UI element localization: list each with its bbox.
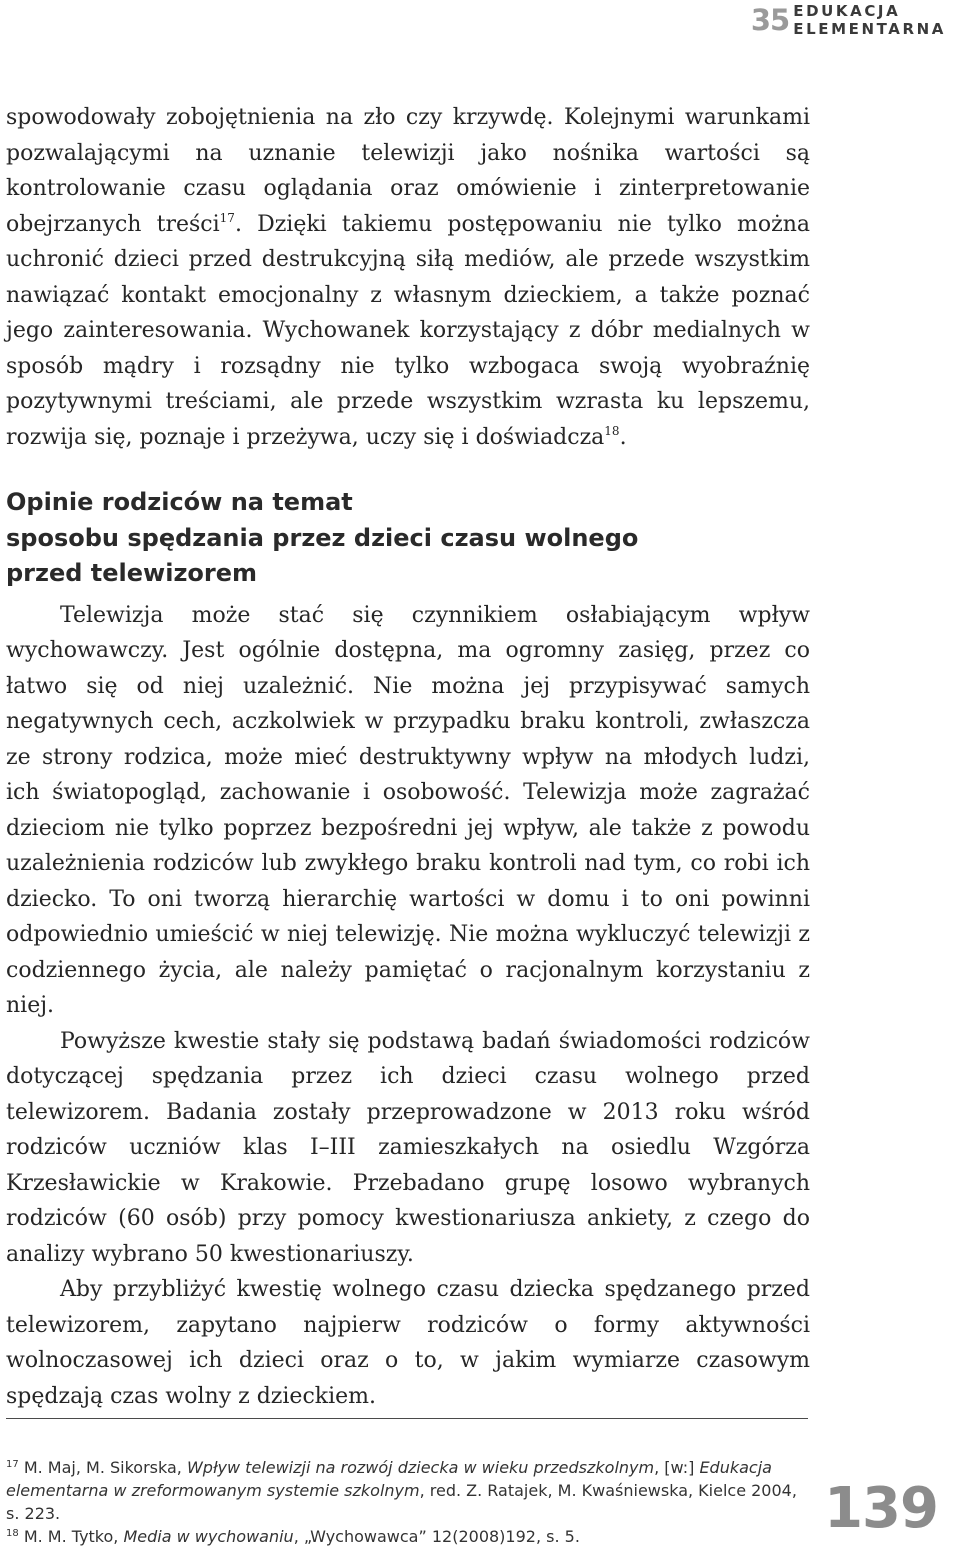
article-body <box>6 100 810 1414</box>
footnote-18-rest: , „Wychowawca” 12(2008)192, s. 5. <box>293 1527 580 1546</box>
issue-number: 35 <box>750 2 790 37</box>
section-paragraph-2: Powyższe kwestie stały się podstawą badań świadomości rodziców dotyczącej spędzania przez ich dzieci czasu wolnego przed telewizorem. Badania zostały przeprowadzone w 2013 roku wśród rodziców uczniów klas I–III zamieszkałych na osiedlu Wzgórza Krzesławickie w Krakowie. Przebadano grupę losowo wybranych rodziców (60 osób) przy pomocy kwestionariusza ankiety, z czego do analizy wybrano 50 kwestionariuszy. <box>6 1028 810 1267</box>
footnote-17-rest: , red. Z. Ratajek, M. Kwaśniewska, Kielce 2004, s. 223. <box>6 1481 797 1523</box>
footnote-17-number: 17 <box>6 1459 19 1470</box>
section-heading-line-1: Opinie rodziców na temat <box>6 488 353 516</box>
footnote-17-middle: , [w:] <box>654 1458 700 1477</box>
footnote-17-title: Wpływ telewizji na rozwój dziecka w wieku przedszkolnym <box>186 1458 655 1477</box>
footnote-18 <box>6 1525 808 1548</box>
footnote-17-book: Edukacja elementarna w zreformowanym systemie szkolnym <box>6 1458 772 1500</box>
footnote-17 <box>6 1456 808 1525</box>
running-header <box>751 2 946 38</box>
footnote-separator <box>6 1418 808 1419</box>
page-number: 139 <box>824 1476 938 1541</box>
section-heading <box>6 485 810 592</box>
intro-paragraph <box>6 100 810 455</box>
section-heading-line-2: sposobu spędzania przez dzieci czasu wolnego <box>6 523 639 552</box>
section-paragraph-1: Telewizja może stać się czynnikiem osłabiającym wpływ wychowawczy. Jest ogólnie dostępna, ma ogromny zasięg, przez co łatwo się od niej uzależnić. Nie można jej przypisywać samych negatywnych cech, aczkolwiek w przypadku braku kontroli, zwłaszcza ze strony rodzica, może mieć destruktywny wpływ na młodych ludzi, ich światopogląd, zachowanie i osobowość. Telewizja może zagrażać dzieciom nie tylko poprzez bezpośredni jej wpływ, ale także z powodu uzależnienia rodziców lub zwykłego braku kontroli nad tym, co robi ich dziecko. To oni tworzą hierarchię wartości w domu i to oni powinni odpowiednio umieścić w niej telewizję. Nie można wykluczyć telewizji z codziennego życia, ale należy pamiętać o racjonalnym korzystaniu z niej. <box>6 602 810 1018</box>
intro-text-end: . <box>619 424 627 450</box>
footnotes <box>6 1456 808 1548</box>
journal-title-line-2: ELEMENTARNA <box>793 20 946 38</box>
intro-text-part-2: . Dzięki takiemu postępowaniu nie tylko można uchronić dzieci przed destrukcyjną siłą mediów, ale przede wszystkim nawiązać kontakt emocjonalny z własnym dzieckiem, a także poznać jego zainteresowania. Wychowanek korzystający z dóbr medialnych w sposób mądry i rozsądny nie tylko wzbogaca swoją wyobraźnię pozytywnymi treściami, ale przede wszystkim wzrasta ku lepszemu, rozwija się, poznaje i przeżywa, uczy się i doświadcza <box>6 211 811 450</box>
journal-title <box>793 2 946 38</box>
section-paragraph-3: Aby przybliżyć kwestię wolnego czasu dziecka spędzanego przed telewizorem, zapytano najpierw rodziców o formy aktywności wolnoczasowej ich dzieci oraz o to, w jakim wymiarze czasowym spędzają czas wolny z dzieckiem. <box>6 1277 810 1409</box>
section-heading-line-3: przed telewizorem <box>6 559 258 587</box>
intro-text-part-1: spowodowały zobojętnienia na zło czy krzywdę. Kolejnymi warunkami pozwalającymi na uznanie telewizji jako nośnika wartości są kontrolowanie czasu oglądania oraz omówienie i zinterpretowanie obejrzanych treści <box>6 105 810 237</box>
footnote-ref-17: 17 <box>219 210 235 225</box>
footnote-18-number: 18 <box>6 1528 19 1539</box>
footnote-18-authors: M. M. Tytko, <box>23 1527 124 1546</box>
journal-title-line-1: EDUKACJA <box>793 2 901 20</box>
footnote-17-authors: M. Maj, M. Sikorska, <box>23 1458 187 1477</box>
footnote-18-title: Media w wychowaniu <box>123 1527 294 1546</box>
footnote-ref-18: 18 <box>604 423 620 438</box>
